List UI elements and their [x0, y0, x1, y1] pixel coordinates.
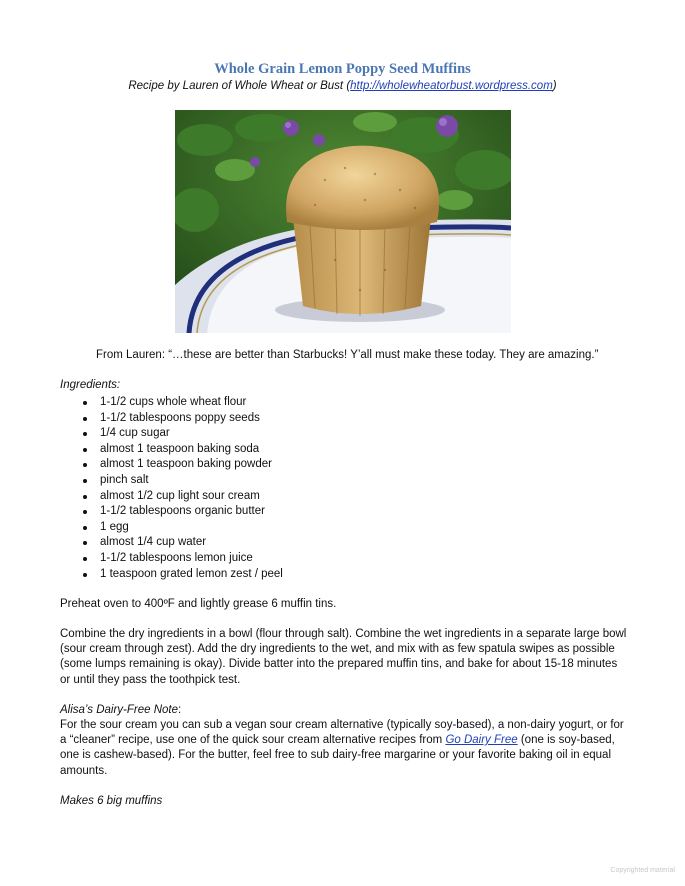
note-label: Alisa’s Dairy-Free Note: [60, 704, 179, 716]
note-text-before: For the sour cream you can sub a vegan sour cream alternative (typically soy-based), a non-dairy yogurt, or for a “cleaner” recipe, use one of the quick sour cream alternative recipes from: [60, 719, 624, 747]
byline-prefix: Recipe by Lauren of Whole Wheat or Bust (: [128, 80, 351, 92]
preheat-instruction: Preheat oven to 400ºF and lightly grease 6 muffin tins.: [60, 598, 337, 610]
lauren-quote: From Lauren: “…these are better than Starbucks! Y’all must make these today. They are amazing.”: [96, 349, 599, 361]
recipe-title: Whole Grain Lemon Poppy Seed Muffins: [214, 61, 471, 77]
directions-paragraph: Combine the dry ingredients in a bowl (flour through salt). Combine the wet ingredients in a separate large bowl (sour cream through zest). Add the dry ingredients to the wet, and mix with as few spatula swipes as possible (some lumps remaining is okay). Divide batter into the prepared muffin tins, and bake for about 15-18 minutes or until they pass the toothpick test.: [60, 628, 627, 686]
ingredient-item: almost 1 teaspoon baking soda: [60, 442, 283, 458]
ingredient-item: 1-1/2 tablespoons poppy seeds: [60, 411, 283, 427]
ingredient-item: almost 1/2 cup light sour cream: [60, 489, 283, 505]
copyright-watermark: Copyrighted material: [610, 867, 675, 874]
ingredient-item: pinch salt: [60, 473, 283, 489]
ingredient-item: 1-1/2 tablespoons organic butter: [60, 504, 283, 520]
ingredients-list: [60, 395, 283, 582]
ingredient-item: almost 1/4 cup water: [60, 535, 283, 551]
ingredients-label: Ingredients:: [60, 379, 121, 391]
byline-suffix: ): [552, 80, 557, 92]
blog-link[interactable]: http://wholewheatorbust.wordpress.com: [350, 80, 553, 92]
ingredient-item: 1 teaspoon grated lemon zest / peel: [60, 567, 283, 583]
note-colon: :: [178, 704, 182, 716]
recipe-byline: [0, 80, 685, 92]
note-text-after: (one is soy-based, one is cashew-based). For the butter, feel free to sub dairy-free margarine or your favorite baking oil in equal amounts.: [60, 734, 615, 777]
ingredient-item: almost 1 teaspoon baking powder: [60, 457, 283, 473]
muffin-photo: [175, 110, 511, 333]
dairy-free-note-heading: [60, 703, 630, 718]
ingredient-item: 1 egg: [60, 520, 283, 536]
ingredient-item: 1/4 cup sugar: [60, 426, 283, 442]
ingredient-item: 1-1/2 tablespoons lemon juice: [60, 551, 283, 567]
dairy-free-note-body: [60, 718, 630, 779]
recipe-yield: Makes 6 big muffins: [60, 795, 163, 807]
go-dairy-free-link[interactable]: Go Dairy Free: [445, 734, 518, 747]
ingredient-item: 1-1/2 cups whole wheat flour: [60, 395, 283, 411]
